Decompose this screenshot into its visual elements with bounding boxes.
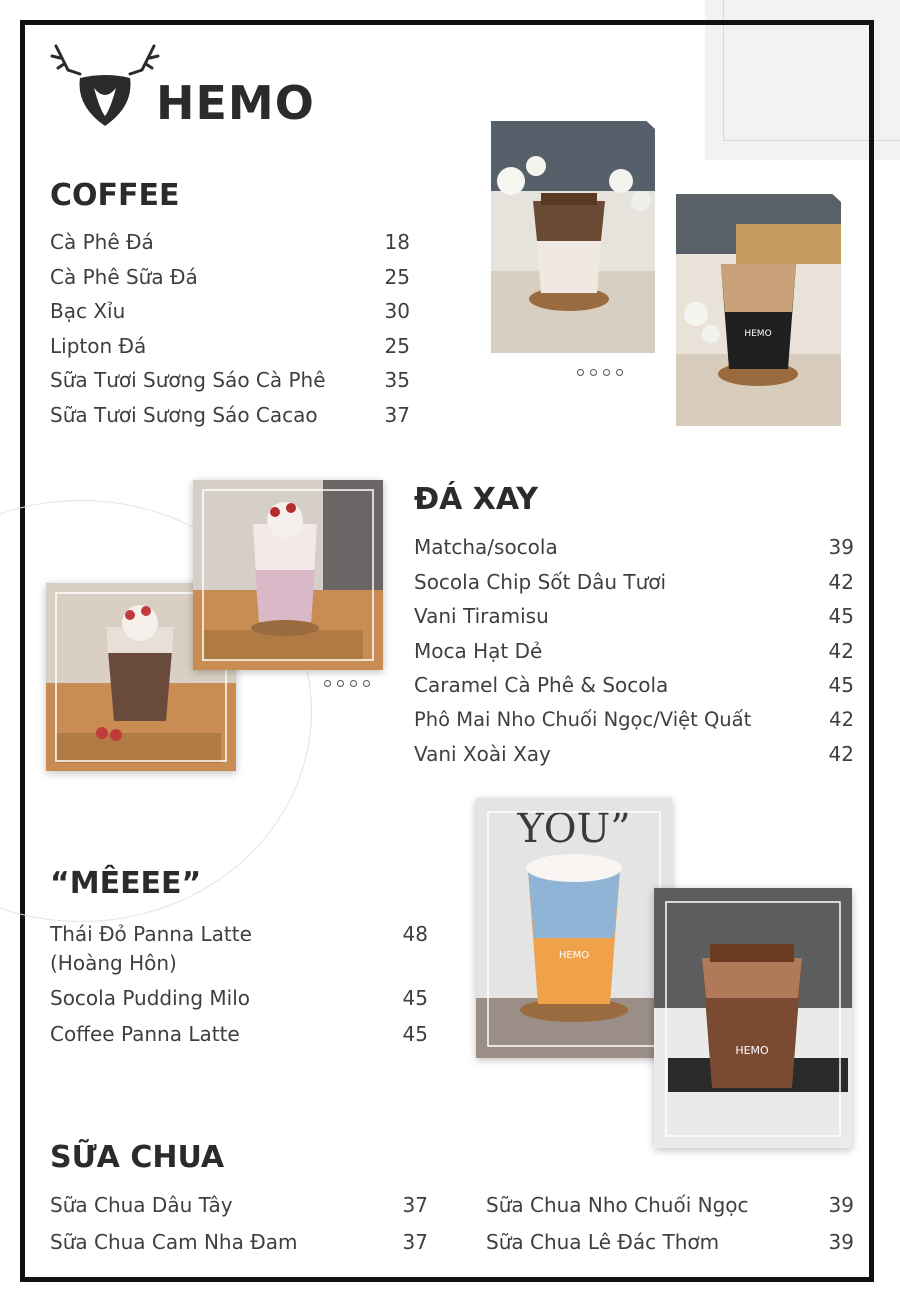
menu-item: Sữa Tươi Sương Sáo Cacao 37 xyxy=(50,403,410,438)
cup-logo: HEMO xyxy=(744,329,772,339)
carousel-dot-icon xyxy=(603,369,610,376)
da-xay-title: ĐÁ XAY xyxy=(414,482,538,517)
price: 45 xyxy=(402,986,428,1010)
price: 42 xyxy=(829,707,854,731)
menu-item: Matcha/socola 39 xyxy=(414,535,854,570)
price: 48 xyxy=(402,922,428,946)
menu-item: Moca Hạt Dẻ 42 xyxy=(414,639,854,674)
price: 37 xyxy=(384,402,410,427)
carousel-dot-icon xyxy=(337,680,344,687)
carousel-dots-coffee xyxy=(577,369,623,376)
chocolate-pudding-photo xyxy=(654,888,852,1148)
price: 39 xyxy=(828,1193,854,1217)
menu-item: Vani Xoài Xay 42 xyxy=(414,742,854,777)
price: 42 xyxy=(828,569,854,594)
menu-item: Phô Mai Nho Chuối Ngọc/Việt Quất 42 xyxy=(414,708,854,743)
menu-item: Caramel Cà Phê & Socola 45 xyxy=(414,673,854,708)
carousel-dot-icon xyxy=(324,680,331,687)
brand-name: HEMO xyxy=(156,76,315,130)
price: 42 xyxy=(828,742,854,766)
sunset-latte-photo xyxy=(476,798,672,1058)
menu-item: Vani Tiramisu 45 xyxy=(414,604,854,639)
coffee-title: COFFEE xyxy=(50,178,180,213)
menu-item: Sữa Chua Nho Chuối Ngọc 39 xyxy=(486,1193,854,1230)
sua-chua-title: SỮA CHUA xyxy=(50,1140,225,1175)
price: 18 xyxy=(384,230,410,254)
menu-item: Sữa Chua Dâu Tây 37 xyxy=(50,1193,428,1230)
poster-word: YOU” xyxy=(517,806,631,852)
iced-coffee-photo xyxy=(485,115,661,359)
sua-chua-menu-right xyxy=(486,1193,854,1267)
menu-item: Sữa Tươi Sương Sáo Cà Phê 35 xyxy=(50,368,410,403)
price: 25 xyxy=(384,333,410,358)
menu-item: Socola Pudding Milo 45 xyxy=(50,986,428,1022)
menu-item: Sữa Chua Lê Đác Thơm 39 xyxy=(486,1230,854,1267)
price: 45 xyxy=(828,604,854,628)
carousel-dot-icon xyxy=(577,369,584,376)
price: 35 xyxy=(384,368,410,392)
menu-item: Lipton Đá 25 xyxy=(50,334,410,369)
price: 39 xyxy=(828,1230,854,1254)
price: 25 xyxy=(384,264,410,289)
carousel-dots-daxay xyxy=(324,680,370,687)
price: 39 xyxy=(828,535,854,559)
meeee-menu xyxy=(50,920,428,1058)
menu-item: Cà Phê Sữa Đá 25 xyxy=(50,265,410,300)
price: 45 xyxy=(828,673,854,697)
menu-item: Socola Chip Sốt Dâu Tươi 42 xyxy=(414,570,854,605)
menu-item: Cà Phê Đá 18 xyxy=(50,230,410,265)
strawberry-frappe-photo xyxy=(193,480,383,670)
price: 30 xyxy=(384,299,410,323)
coffee-menu xyxy=(50,230,410,437)
carousel-dot-icon xyxy=(616,369,623,376)
da-xay-menu xyxy=(414,535,854,777)
carousel-dot-icon xyxy=(363,680,370,687)
price: 37 xyxy=(402,1230,428,1254)
menu-item: Sữa Chua Cam Nha Đam 37 xyxy=(50,1230,428,1267)
milk-coffee-photo xyxy=(670,188,847,432)
menu-item: Bạc Xỉu 30 xyxy=(50,299,410,334)
menu-item: Thái Đỏ Panna Latte (Hoàng Hôn) 48 xyxy=(50,920,428,986)
cup-logo: HEMO xyxy=(735,1044,769,1057)
price: 45 xyxy=(402,1022,428,1046)
meeee-title: “MÊEEE” xyxy=(50,866,202,901)
menu-item: Coffee Panna Latte 45 xyxy=(50,1022,428,1058)
sua-chua-menu-left xyxy=(50,1193,428,1267)
cup-logo: HEMO xyxy=(558,950,590,961)
price: 42 xyxy=(828,638,854,663)
carousel-dot-icon xyxy=(590,369,597,376)
price: 37 xyxy=(402,1193,428,1217)
carousel-dot-icon xyxy=(350,680,357,687)
